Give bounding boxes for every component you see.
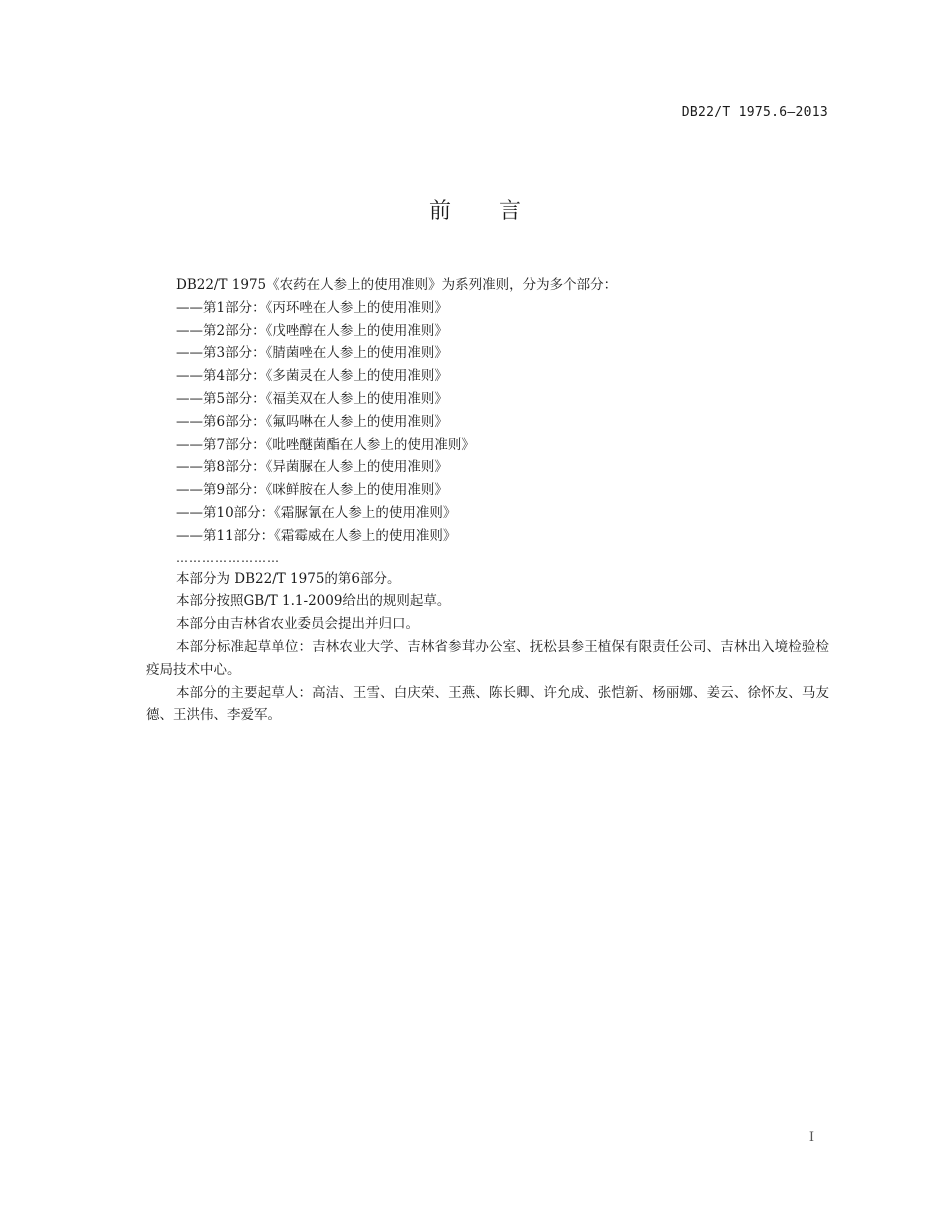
list-item: ——第3部分：《腈菌唑在人参上的使用准则》: [176, 345, 448, 362]
list-item: ——第10部分：《霜脲氰在人参上的使用准则》: [176, 504, 457, 521]
list-item: ——第6部分：《氟吗啉在人参上的使用准则》: [176, 413, 448, 430]
intro-paragraph: DB22/T 1975《农药在人参上的使用准则》为系列准则，分为多个部分：: [176, 277, 618, 293]
list-item: ——第9部分：《咪鲜胺在人参上的使用准则》: [176, 482, 448, 499]
drafting-units-paragraph: 本部分标准起草单位：吉林农业大学、吉林省参茸办公室、抚松县参王植保有限责任公司、吉林出入境检验检疫局技术中心。: [146, 638, 829, 678]
proposed-by-paragraph: 本部分由吉林省农业委员会提出并归口。: [176, 616, 419, 633]
list-item: ——第5部分：《福美双在人参上的使用准则》: [176, 390, 448, 407]
list-item: ——第8部分：《异菌脲在人参上的使用准则》: [176, 459, 448, 476]
list-item: ——第7部分：《吡唑醚菌酯在人参上的使用准则》: [176, 436, 475, 453]
list-item: ——第2部分：《戊唑醇在人参上的使用准则》: [176, 322, 448, 339]
document-code: DB22/T 1975.6—2013: [681, 105, 828, 120]
list-item: ——第11部分：《霜霉威在人参上的使用准则》: [176, 527, 457, 544]
title-char-2: 言: [499, 199, 522, 224]
page-title: [0, 194, 950, 225]
title-char-1: 前: [428, 199, 451, 224]
foreword-body: [146, 274, 829, 727]
ellipsis-line: ……………………: [176, 550, 280, 565]
drafters-paragraph: 本部分的主要起草人：高洁、王雪、白庆荣、王燕、陈长卿、许允成、张恺新、杨丽娜、姜云、徐怀友、马友德、王洪伟、李爱军。: [146, 684, 829, 724]
page-number: I: [808, 1130, 814, 1145]
list-item: ——第4部分：《多菌灵在人参上的使用准则》: [176, 368, 448, 385]
list-item: ——第1部分：《丙环唑在人参上的使用准则》: [176, 299, 448, 316]
part-of-paragraph: 本部分为 DB22/T 1975的第6部分。: [176, 570, 401, 587]
drafted-per-paragraph: 本部分按照GB/T 1.1-2009给出的规则起草。: [176, 593, 451, 610]
